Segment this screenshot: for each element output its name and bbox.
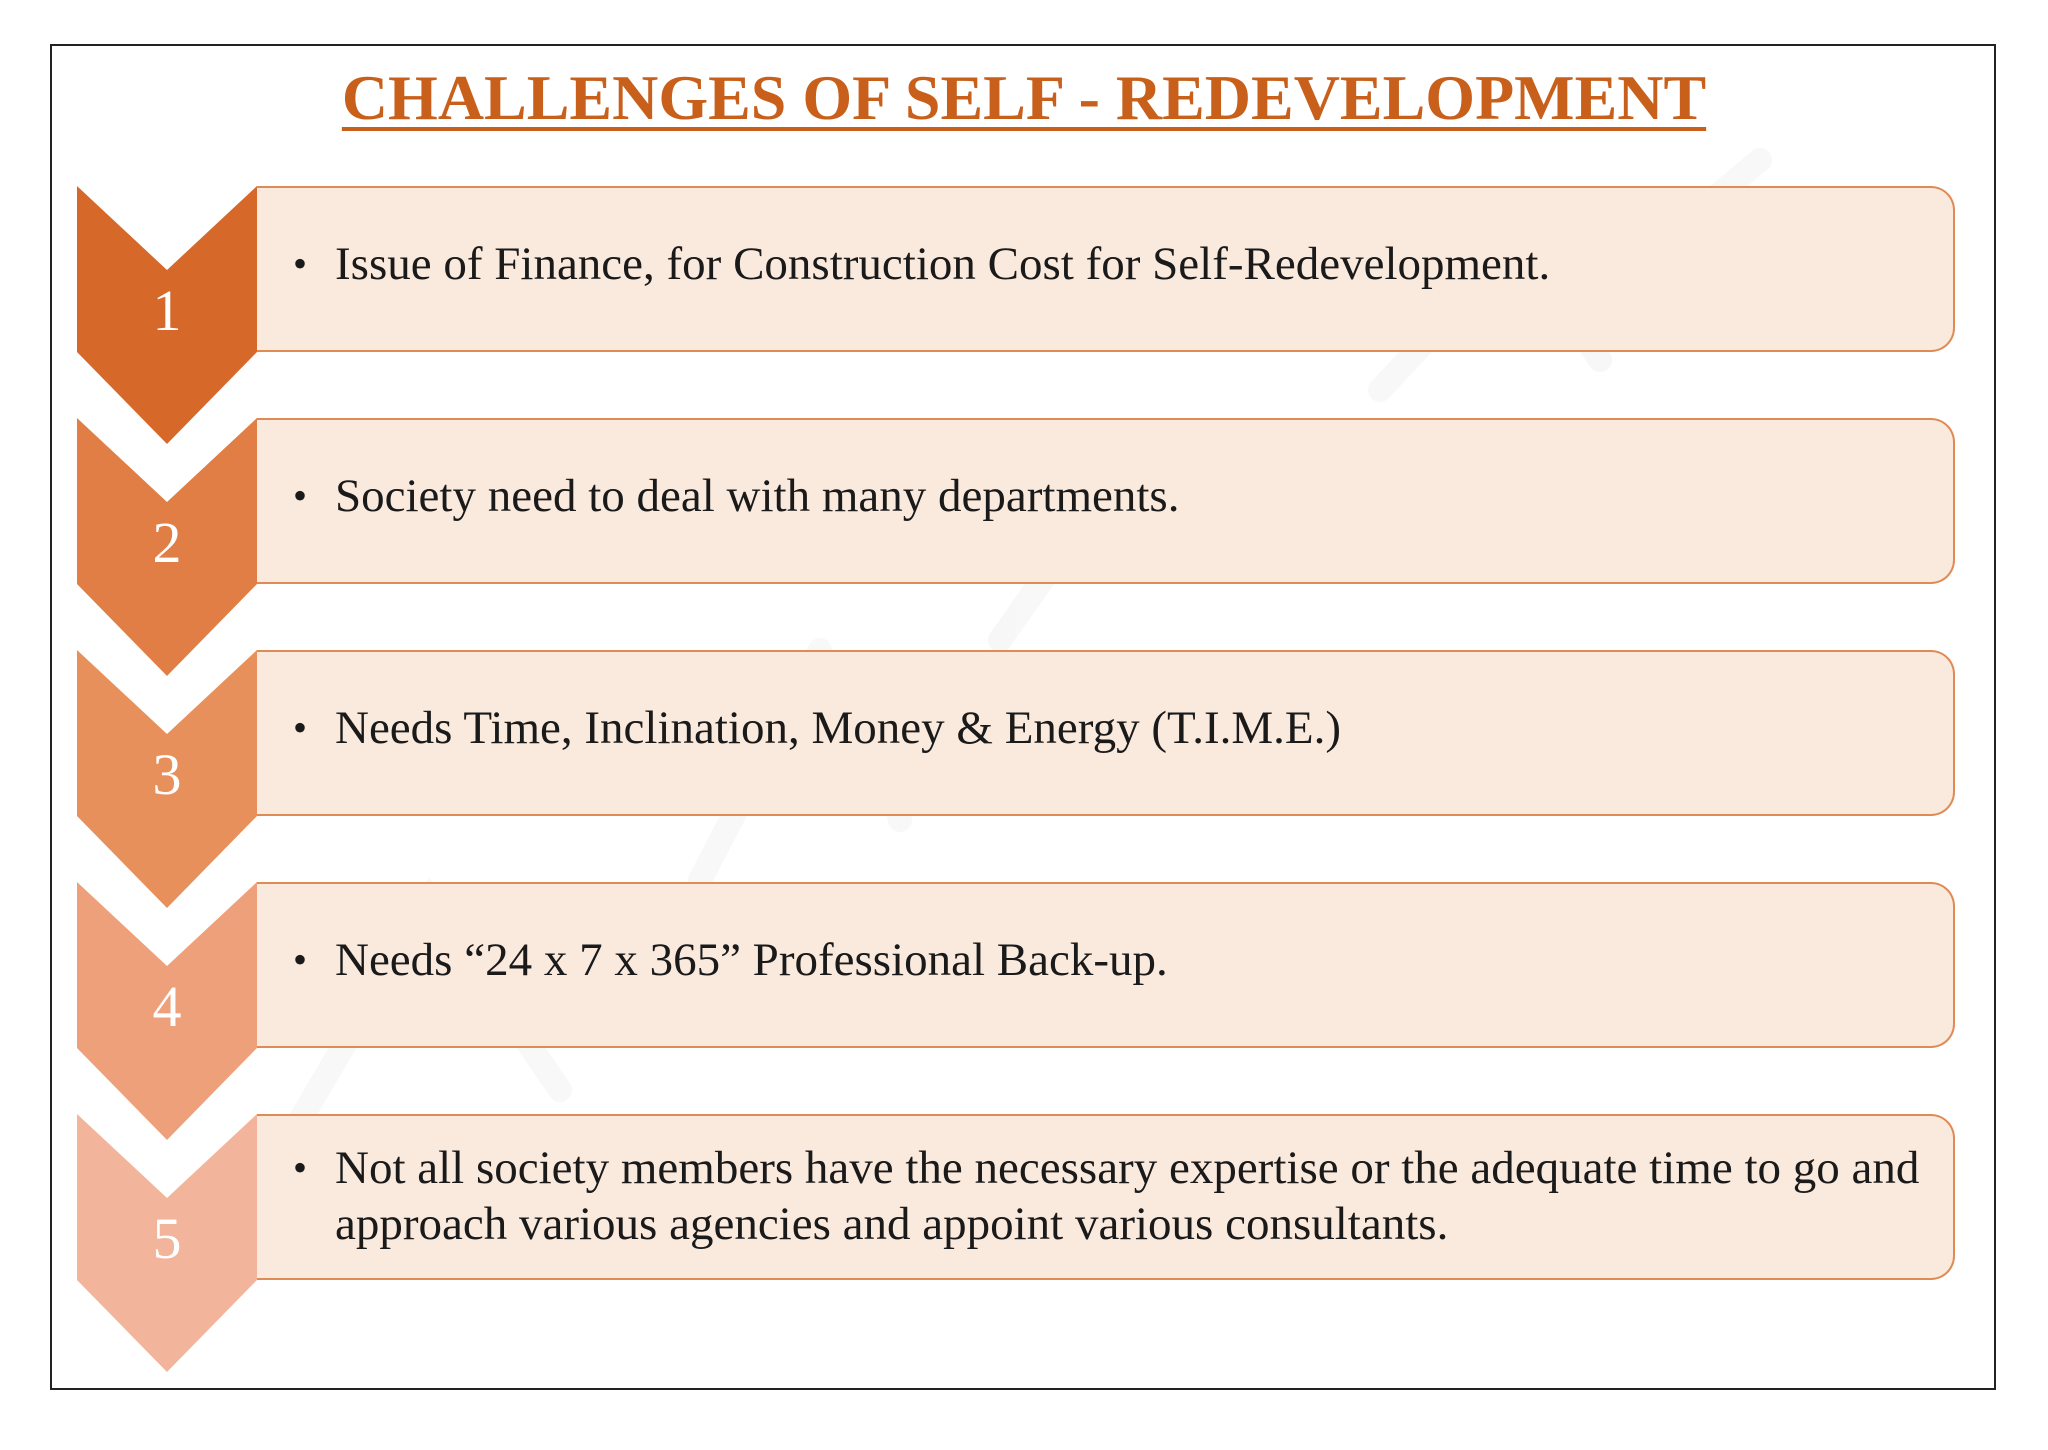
step-chevron-2 (77, 418, 257, 676)
step-text-2: Society need to deal with many departments. (335, 470, 1180, 522)
step-row-1 (77, 186, 1955, 444)
step-text-4-container (293, 932, 1925, 988)
step-text-1-container (293, 236, 1925, 292)
bullet-icon: • (293, 473, 308, 518)
step-number-2: 2 (152, 510, 182, 575)
step-card-5 (257, 1114, 1955, 1280)
step-row-5 (77, 1114, 1955, 1372)
step-text-4: Needs “24 x 7 x 365” Professional Back-up. (335, 934, 1168, 986)
step-number-3: 3 (152, 742, 182, 807)
step-card-1 (257, 186, 1955, 352)
step-number-4: 4 (152, 974, 182, 1039)
bullet-icon: • (293, 1145, 308, 1190)
step-number-1: 1 (152, 278, 182, 343)
step-row-2 (77, 418, 1955, 676)
bullet-icon: • (293, 937, 308, 982)
bullet-icon: • (293, 241, 308, 286)
step-text-3-container (293, 700, 1925, 756)
step-card-4 (257, 882, 1955, 1048)
step-chevron-5 (77, 1114, 257, 1372)
step-number-5: 5 (152, 1206, 182, 1271)
step-chevron-3 (77, 650, 257, 908)
step-text-5-container (293, 1140, 1925, 1252)
step-chevron-1 (77, 186, 257, 444)
step-chevron-4 (77, 882, 257, 1140)
step-row-4 (77, 882, 1955, 1140)
step-text-3: Needs Time, Inclination, Money & Energy (T.I.M.E.) (335, 702, 1342, 754)
step-card-3 (257, 650, 1955, 816)
step-text-5: Not all society members have the necessary expertise or the adequate time to go and approach various agencies and appoint various consultants. (335, 1142, 1920, 1250)
step-text-2-container (293, 468, 1925, 524)
step-row-3 (77, 650, 1955, 908)
page-title: CHALLENGES OF SELF - REDEVELOPMENT (341, 62, 1707, 133)
step-card-2 (257, 418, 1955, 584)
step-text-1: Issue of Finance, for Construction Cost for Self-Redevelopment. (335, 238, 1551, 290)
bullet-icon: • (293, 705, 308, 750)
